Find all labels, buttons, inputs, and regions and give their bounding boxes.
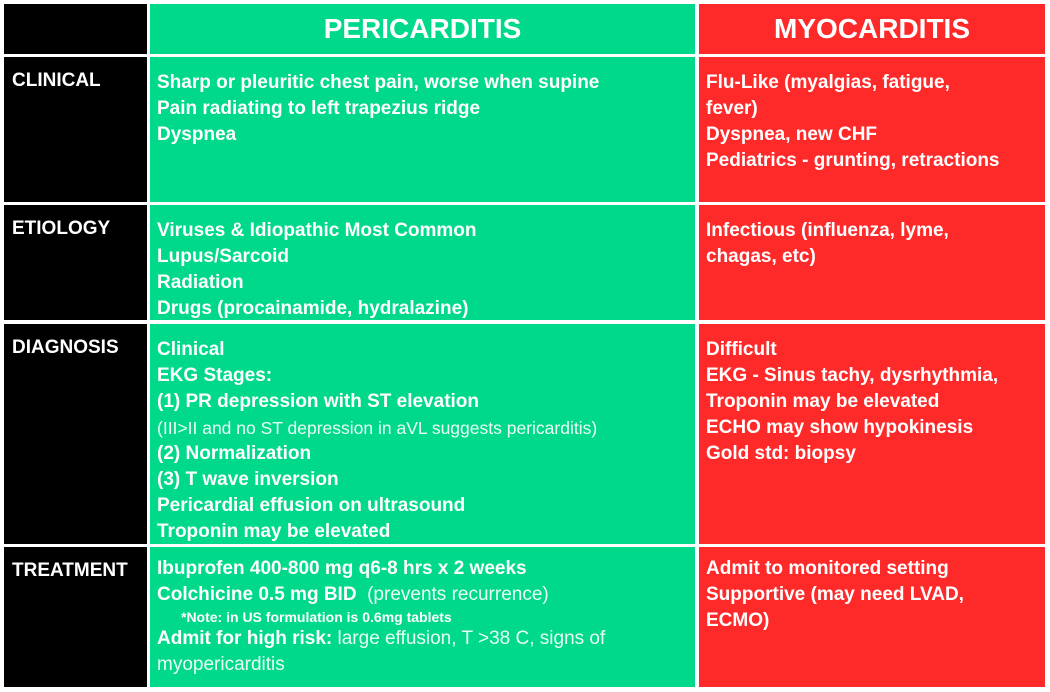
- list-item: Admit to monitored setting: [706, 558, 949, 579]
- list-item: Viruses & Idiopathic Most Common: [157, 220, 477, 241]
- list-item: EKG - Sinus tachy, dysrhythmia,: [706, 365, 999, 386]
- clinical-pericarditis-cell: [150, 57, 695, 202]
- list-item: Clinical: [157, 339, 225, 360]
- diagnosis-pericarditis-cell: [150, 324, 695, 544]
- etiology-myocarditis-cell: [699, 205, 1045, 320]
- list-item: EKG Stages:: [157, 365, 273, 386]
- list-item: (1) PR depression with ST elevation: [157, 391, 480, 412]
- corner-cell: [4, 4, 147, 54]
- treatment-myocarditis-cell: [699, 547, 1045, 687]
- list-item: Radiation: [157, 272, 244, 293]
- list-item: (2) Normalization: [157, 443, 312, 464]
- list-item: Pain radiating to left trapezius ridge: [157, 98, 481, 119]
- formulation-note: *Note: in US formulation is 0.6mg tablets: [181, 609, 452, 625]
- list-item: Pediatrics - grunting, retractions: [706, 150, 1000, 171]
- list-item: [157, 582, 695, 608]
- list-item: Lupus/Sarcoid: [157, 246, 289, 267]
- list-item: Troponin may be elevated: [706, 391, 940, 412]
- header-pericarditis: PERICARDITIS: [150, 4, 695, 54]
- list-item: Ibuprofen 400-800 mg q6-8 hrs x 2 weeks: [157, 558, 527, 579]
- admit-label: Admit for high risk:: [157, 628, 333, 649]
- treatment-pericarditis-cell: [150, 547, 695, 687]
- list-item: ECHO may show hypokinesis: [706, 417, 974, 438]
- list-item: Drugs (procainamide, hydralazine): [157, 298, 469, 319]
- list-item: (3) T wave inversion: [157, 469, 339, 490]
- row-label-etiology: ETIOLOGY: [4, 205, 147, 320]
- diagnosis-myocarditis-cell: [699, 324, 1045, 544]
- list-item: Supportive (may need LVAD, ECMO): [706, 584, 964, 631]
- row-label-diagnosis: DIAGNOSIS: [4, 324, 147, 544]
- list-item: Infectious (influenza, lyme, chagas, etc): [706, 220, 949, 267]
- header-myocarditis: MYOCARDITIS: [699, 4, 1045, 54]
- colchicine-dose: Colchicine 0.5 mg BID: [157, 584, 357, 605]
- list-item: (III>II and no ST depression in aVL suggests pericarditis): [157, 418, 598, 438]
- list-item: Dyspnea: [157, 124, 237, 145]
- list-item: Pericardial effusion on ultrasound: [157, 495, 466, 516]
- row-label-clinical: CLINICAL: [4, 57, 147, 202]
- list-item: Gold std: biopsy: [706, 443, 856, 464]
- etiology-pericarditis-cell: [150, 205, 695, 320]
- list-item: [157, 626, 677, 678]
- list-item: Flu-Like (myalgias, fatigue, fever): [706, 72, 950, 119]
- admit-criteria: large effusion, T >38 C, signs of myopericarditis: [157, 628, 606, 675]
- row-label-treatment: TREATMENT: [4, 547, 147, 687]
- list-item: Sharp or pleuritic chest pain, worse when supine: [157, 72, 600, 93]
- list-item: Difficult: [706, 339, 777, 360]
- list-item: Dyspnea, new CHF: [706, 124, 878, 145]
- list-item: Troponin may be elevated: [157, 521, 391, 542]
- colchicine-note: (prevents recurrence): [367, 584, 549, 605]
- clinical-myocarditis-cell: [699, 57, 1045, 202]
